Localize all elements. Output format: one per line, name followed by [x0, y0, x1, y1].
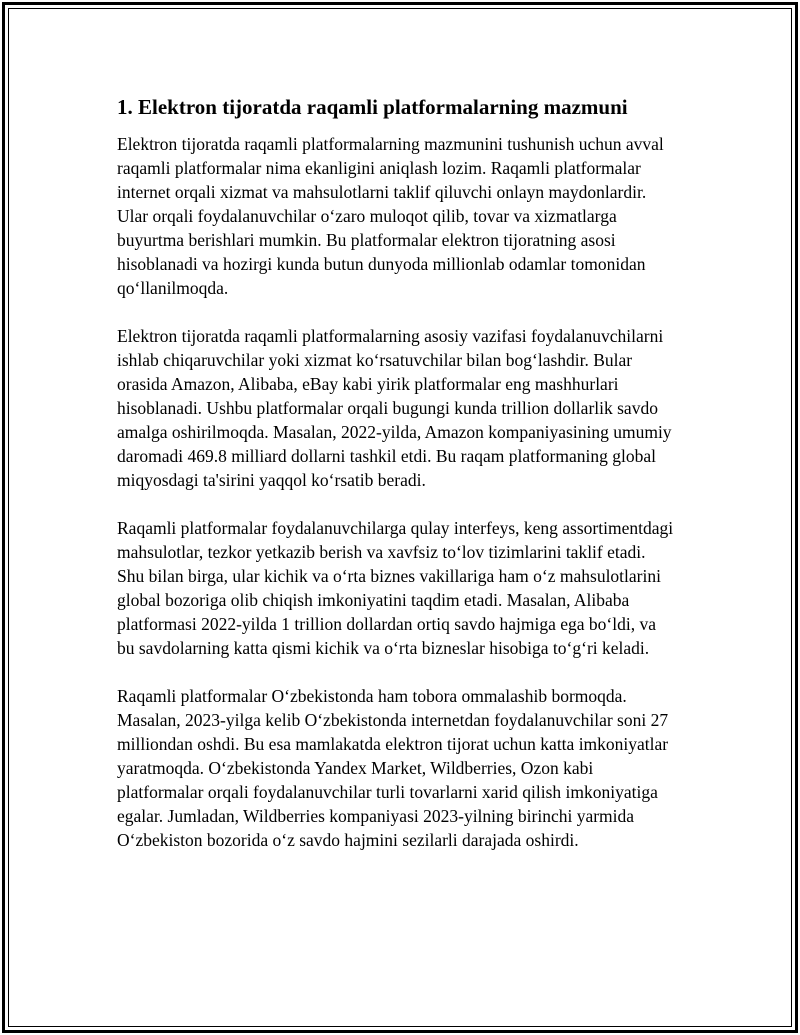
paragraph-3: Raqamli platformalar foydalanuvchilarga qulay interfeys, keng assortimentdagi mahsulotlar, tezkor yetkazib berish va xavfsiz to‘lov tizimlarini taklif etadi. Shu bilan birga, ular kichik va o‘rta biznes vakillariga ham o‘z mahsulotlarini global bozoriga olib chiqish imkoniyatini taqdim etadi. Masalan, Alibaba platformasi 2022-yilda 1 trillion dollardan ortiq savdo hajmiga ega bo‘ldi, va bu savdolarning katta qismi kichik va o‘rta bizneslar hisobiga to‘g‘ri keladi. [117, 518, 674, 658]
paragraph-4: Raqamli platformalar O‘zbekistonda ham tobora ommalashib bormoqda. Masalan, 2023-yilga kelib O‘zbekistonda internetdan foydalanuvchilar soni 27 milliondan oshdi. Bu esa mamlakatda elektron tijorat uchun katta imkoniyatlar yaratmoqda. O‘zbekistonda Yandex Market, Wildberries, Ozon kabi platformalar orqali foydalanuvchilar turli tovarlarni xarid qilish imkoniyatiga egalar. Jumladan, Wildberries kompaniyasi 2023-yilning birinchi yarmida O‘zbekiston bozorida o‘z savdo hajmini sezilarli darajada oshirdi. [117, 686, 669, 850]
paragraph-1: Elektron tijoratda raqamli platformalarning mazmunini tushunish uchun avval raqamli platformalar nima ekanligini aniqlash lozim. Raqamli platformalar internet orqali xizmat va mahsulotlarni taklif qiluvchi onlayn maydonlardir. Ular orqali foydalanuvchilar o‘zaro muloqot qilib, tovar va xizmatlarga buyurtma berishlari mumkin. Bu platformalar elektron tijoratning asosi hisoblanadi va hozirgi kunda butun dunyoda millionlab odamlar tomonidan qo‘llanilmoqda. [117, 134, 664, 298]
paragraph-2: Elektron tijoratda raqamli platformalarning asosiy vazifasi foydalanuvchilarni ishlab chiqaruvchilar yoki xizmat ko‘rsatuvchilar bilan bog‘lashdir. Bular orasida Amazon, Alibaba, eBay kabi yirik platformalar eng mashhurlari hisoblanadi. Ushbu platformalar orqali bugungi kunda trillion dollarlik savdo amalga oshirilmoqda. Masalan, 2022-yilda, Amazon kompaniyasining umumiy daromadi 469.8 milliard dollarni tashkil etdi. Bu raqam platformaning global miqyosdagi ta'sirini yaqqol ko‘rsatib beradi. [117, 326, 672, 490]
section-heading: 1. Elektron tijoratda raqamli platformalarning mazmuni [117, 95, 628, 119]
document-body [117, 92, 677, 876]
